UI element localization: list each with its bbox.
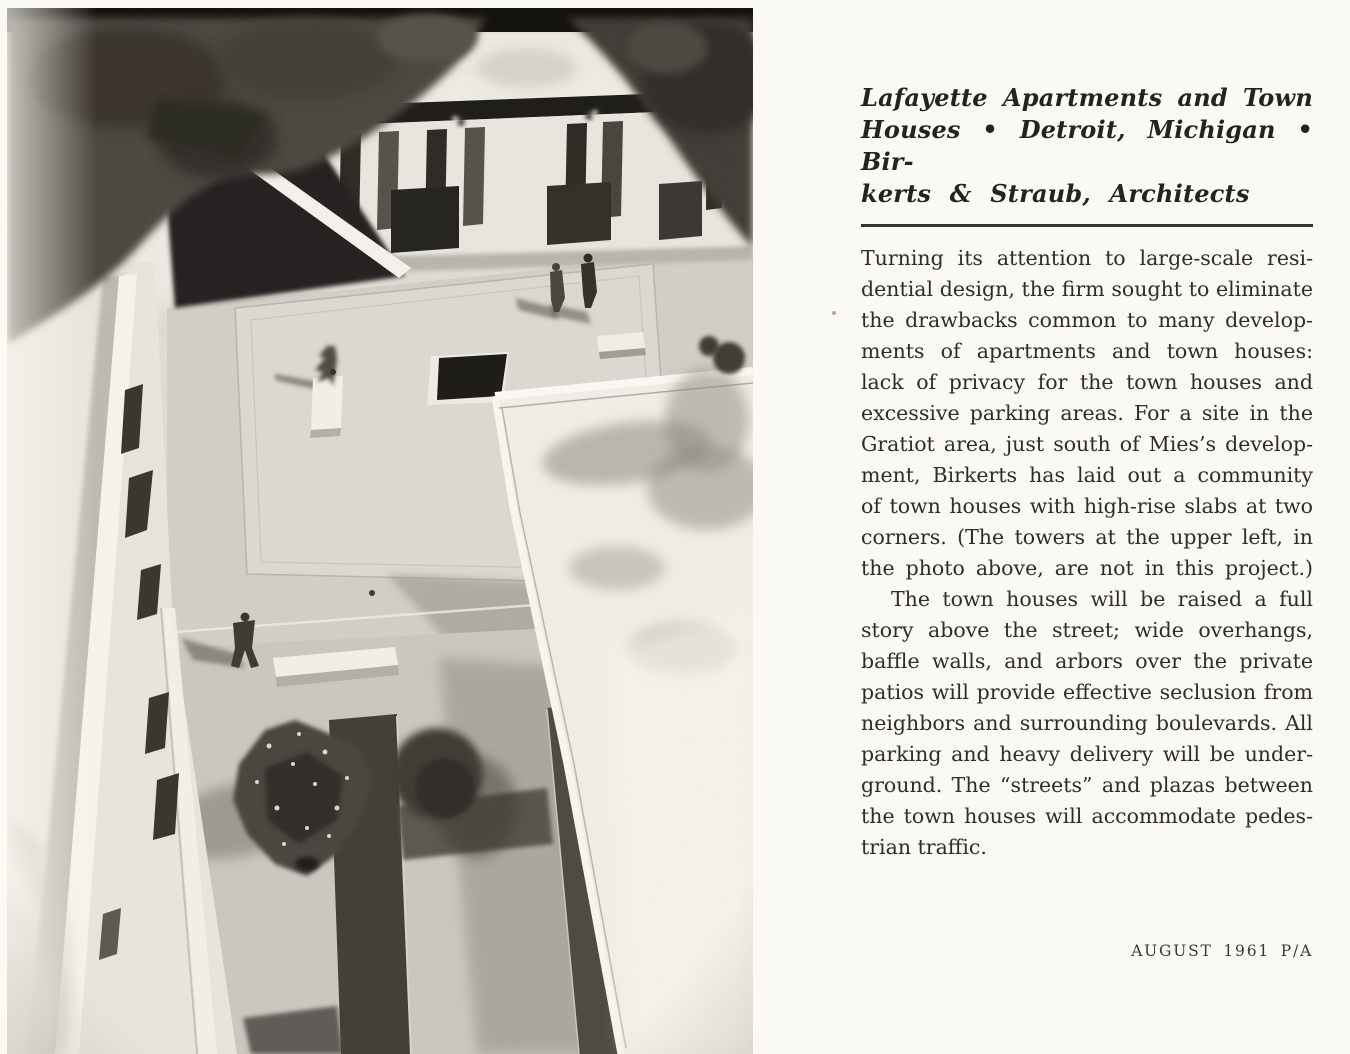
article-column: [861, 82, 1313, 863]
body-line: baffle walls, and arbors over the private: [861, 649, 1313, 673]
title-line: kerts & Straub, Architects: [861, 179, 1250, 208]
body-line: neighbors and surrounding boulevards. All: [861, 711, 1313, 735]
body-line: ments of apartments and town houses:: [861, 339, 1313, 363]
body-line: the photo above, are not in this project.): [861, 556, 1313, 580]
issue-footer: AUGUST 1961 P/A: [1131, 942, 1313, 960]
body-line: trian traffic.: [861, 835, 987, 859]
body-line: lack of privacy for the town houses and: [861, 370, 1313, 394]
body-line: The town houses will be raised a full: [891, 587, 1313, 611]
model-photo: [7, 8, 753, 1054]
body-line: the drawbacks common to many develop-: [861, 308, 1313, 332]
body-line: story above the street; wide overhangs,: [861, 618, 1313, 642]
title-line: Houses • Detroit, Michigan • Bir-: [861, 115, 1313, 176]
model-photo-illustration: [7, 8, 753, 1054]
body-line: excessive parking areas. For a site in the: [861, 401, 1313, 425]
article-body: [861, 243, 1313, 863]
article-title: [861, 82, 1313, 210]
body-line: ground. The “streets” and plazas between: [861, 773, 1313, 797]
body-line: the town houses will accommodate pedes-: [861, 804, 1313, 828]
title-line: Lafayette Apartments and Town: [861, 83, 1313, 112]
body-line: parking and heavy delivery will be under-: [861, 742, 1313, 766]
body-line: patios will provide effective seclusion from: [861, 680, 1313, 704]
body-line: dential design, the firm sought to eliminate: [861, 277, 1313, 301]
body-line: Gratiot area, just south of Mies’s develop-: [861, 432, 1313, 456]
body-line: Turning its attention to large-scale resi-: [861, 246, 1313, 270]
body-line: of town houses with high-rise slabs at two: [861, 494, 1313, 518]
print-artifact-dot: [832, 311, 836, 315]
title-rule: [861, 224, 1313, 227]
body-line: corners. (The towers at the upper left, in: [861, 525, 1313, 549]
body-line: ment, Birkerts has laid out a community: [861, 463, 1313, 487]
